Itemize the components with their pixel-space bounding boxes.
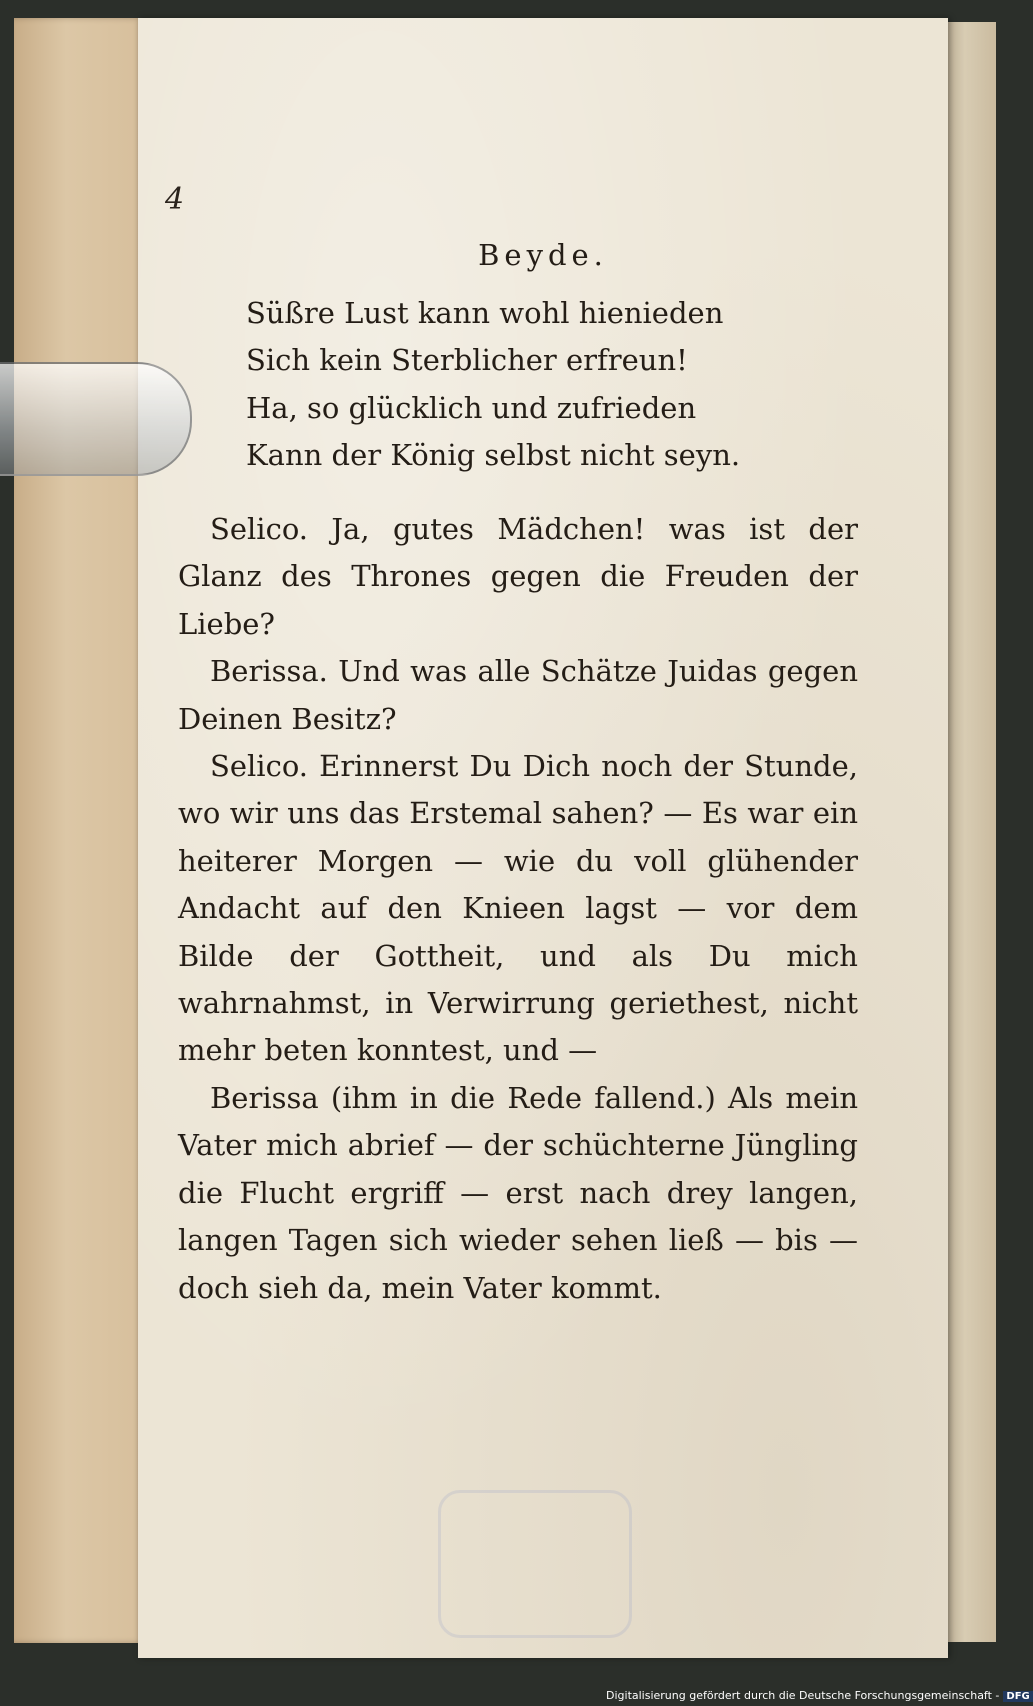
verse-line: Kann der König selbst nicht seyn. xyxy=(246,438,741,473)
dialogue-paragraph: Selico. Ja, gutes Mädchen! was ist der Glanz des Thrones gegen die Freuden der Liebe? xyxy=(178,512,858,641)
dialogue-paragraph: Selico. Erinnerst Du Dich noch der Stunde, wo wir uns das Erstemal sahen? — Es war ein heiterer Morgen — wie du voll glühender Andacht auf den Knieen lagst — vor dem Bilde der Gottheit, und als Du mich wahrnahmst, in Verwirrung geriethest, nicht mehr beten konntest, und — xyxy=(178,749,858,1068)
digitization-credit xyxy=(606,1689,1033,1702)
speaker-heading: Beyde. xyxy=(478,238,608,272)
verse-block xyxy=(246,290,906,480)
verse-line: Ha, so glücklich und zufrieden xyxy=(246,390,697,425)
verse-line: Süßre Lust kann wohl hienieden xyxy=(246,296,724,330)
right-page-edge xyxy=(944,22,996,1642)
faint-library-stamp xyxy=(438,1490,632,1638)
dialogue-paragraph: Berissa (ihm in die Rede fallend.) Als mein Vater mich abrief — der schüchterne Jüngling die Flucht ergriff — erst nach drey langen, langen Tagen sich wieder sehen ließ — bis — doch sieh da, mein Vater kommt. xyxy=(178,1080,858,1305)
verse-line: Sich kein Sterblicher erfreun! xyxy=(246,343,688,378)
dialogue-block xyxy=(178,506,858,1312)
dfg-logo: DFG xyxy=(1003,1691,1032,1702)
dialogue-paragraph: Berissa. Und was alle Schätze Juidas gegen Deinen Besitz? xyxy=(178,654,858,736)
page-number: 4 xyxy=(165,182,185,217)
credit-text: Digitalisierung gefördert durch die Deutsche Forschungsgemeinschaft - xyxy=(606,1689,1000,1702)
underlying-page-edge xyxy=(14,18,144,1643)
page-clip xyxy=(0,362,192,476)
